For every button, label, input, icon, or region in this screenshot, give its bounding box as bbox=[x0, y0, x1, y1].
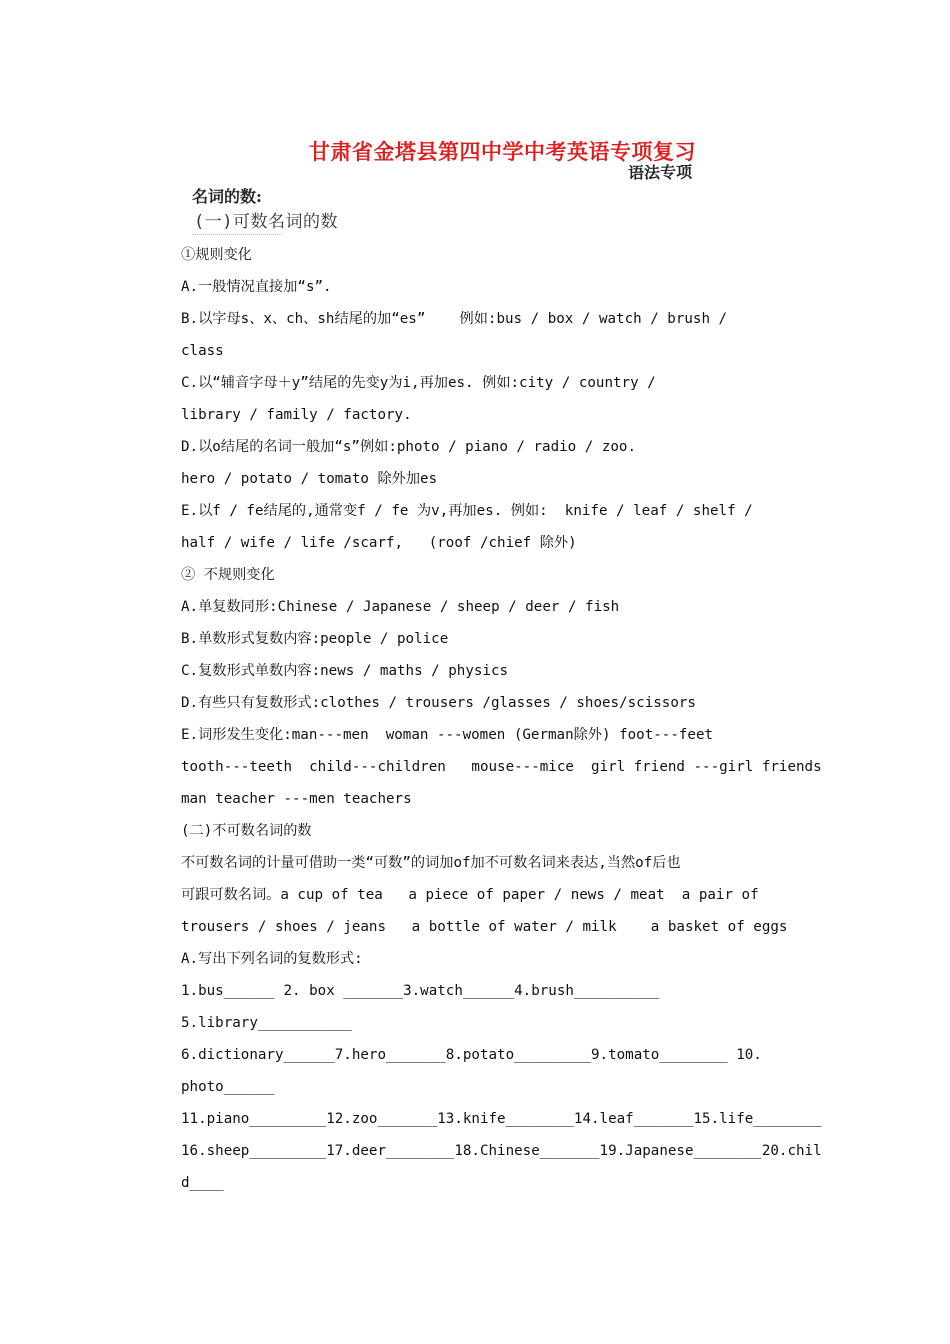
scan-artifact bbox=[192, 234, 282, 238]
text-line: (二)不可数名词的数 bbox=[181, 823, 312, 839]
text-line: trousers / shoes / jeans a bottle of water / milk a basket of eggs bbox=[181, 919, 788, 935]
topic-heading: 名词的数: bbox=[192, 187, 262, 206]
text-line: tooth---teeth child---children mouse---mice girl friend ---girl friends bbox=[181, 759, 822, 775]
exercise-line: d____ bbox=[181, 1175, 224, 1191]
text-line: D.有些只有复数形式:clothes / trousers /glasses / shoes/scissors bbox=[181, 695, 696, 711]
text-line: C.以“辅音字母＋y”结尾的先变y为i,再加es. 例如:city / country / bbox=[181, 375, 656, 391]
exercise-line: photo______ bbox=[181, 1079, 275, 1095]
text-line: D.以o结尾的名词一般加“s”例如:photo / piano / radio / zoo. bbox=[181, 439, 637, 455]
document-title: 甘肃省金塔县第四中学中考英语专项复习 bbox=[309, 139, 696, 164]
text-line: ② 不规则变化 bbox=[181, 567, 275, 583]
text-line: B.以字母s、x、ch、sh结尾的加“es” 例如:bus / box / watch / brush / bbox=[181, 311, 728, 327]
text-line: A.单复数同形:Chinese / Japanese / sheep / deer / fish bbox=[181, 599, 620, 615]
text-line: 可跟可数名词。a cup of tea a piece of paper / news / meat a pair of bbox=[181, 887, 759, 903]
section-heading: (一)可数名词的数 bbox=[194, 212, 338, 232]
exercise-line: 5.library___________ bbox=[181, 1015, 352, 1031]
text-line: A.一般情况直接加“s”. bbox=[181, 279, 332, 295]
exercise-line: 16.sheep_________17.deer________18.Chinese_______19.Japanese________20.chil bbox=[181, 1143, 822, 1159]
text-line: B.单数形式复数内容:people / police bbox=[181, 631, 449, 647]
text-line: half / wife / life /scarf, (roof /chief 除外) bbox=[181, 535, 577, 551]
body-text bbox=[181, 243, 821, 1203]
text-line: 不可数名词的计量可借助一类“可数”的词加of加不可数名词来表达,当然of后也 bbox=[181, 855, 681, 871]
exercise-line: 1.bus______ 2. box _______3.watch______4.brush__________ bbox=[181, 983, 660, 999]
text-line: E.词形发生变化:man---men woman ---women (German除外) foot---feet bbox=[181, 727, 714, 743]
document-subtitle: 语法专项 bbox=[627, 162, 693, 183]
text-line: class bbox=[181, 343, 224, 359]
text-line: C.复数形式单数内容:news / maths / physics bbox=[181, 663, 509, 679]
exercise-line: 11.piano_________12.zoo_______13.knife________14.leaf_______15.life________ bbox=[181, 1111, 822, 1127]
text-line: E.以f / fe结尾的,通常变f / fe 为v,再加es. 例如: knife / leaf / shelf / bbox=[181, 503, 753, 519]
text-line: hero / potato / tomato 除外加es bbox=[181, 471, 438, 487]
text-line: A.写出下列名词的复数形式: bbox=[181, 951, 363, 967]
exercise-line: 6.dictionary______7.hero_______8.potato_________9.tomato________ 10. bbox=[181, 1047, 762, 1063]
text-line: man teacher ---men teachers bbox=[181, 791, 412, 807]
text-line: library / family / factory. bbox=[181, 407, 412, 423]
text-line: ①规则变化 bbox=[181, 247, 252, 263]
